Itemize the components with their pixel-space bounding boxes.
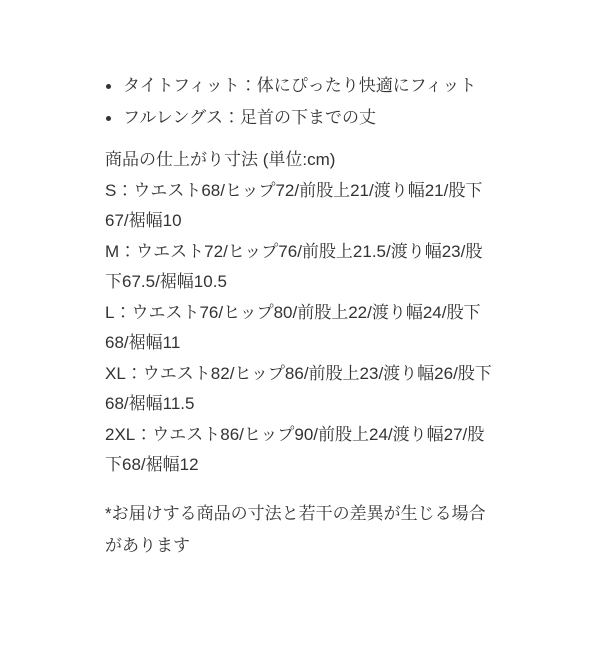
size-row-2xl-line-1: 2XL：ウエスト86/ヒップ90/前股上24/渡り幅27/股 bbox=[105, 424, 485, 444]
size-row-xl bbox=[105, 359, 500, 420]
feature-bullet-list bbox=[105, 70, 500, 134]
bullet-icon bbox=[106, 84, 111, 89]
size-row-m-line-2: 下67.5/裾幅10.5 bbox=[105, 272, 227, 291]
size-row-xl-line-2: 68/裾幅11.5 bbox=[105, 394, 195, 413]
size-spec-block bbox=[105, 145, 500, 481]
size-row-m-line-1: M：ウエスト72/ヒップ76/前股上21.5/渡り幅23/股 bbox=[105, 241, 483, 261]
feature-item-label: タイトフィット：体にぴったり快適にフィット bbox=[123, 76, 477, 95]
size-row-m bbox=[105, 237, 500, 298]
footnote-line-2: があります bbox=[105, 535, 190, 555]
size-row-l-line-1: L：ウエスト76/ヒップ80/前股上22/渡り幅24/股下 bbox=[105, 302, 481, 322]
size-row-s-line-2: 67/裾幅10 bbox=[105, 211, 182, 230]
size-row-s-line-1: S：ウエスト68/ヒップ72/前股上21/渡り幅21/股下 bbox=[105, 180, 483, 200]
size-row-xl-line-1: XL：ウエスト82/ヒップ86/前股上23/渡り幅26/股下 bbox=[105, 363, 492, 383]
size-row-l bbox=[105, 298, 500, 359]
size-row-2xl-line-2: 下68/裾幅12 bbox=[105, 455, 199, 474]
feature-item-fit bbox=[105, 70, 500, 102]
size-row-2xl bbox=[105, 420, 500, 481]
bullet-icon bbox=[106, 116, 111, 121]
size-row-l-line-2: 68/裾幅11 bbox=[105, 333, 181, 352]
feature-item-label: フルレングス：足首の下までの丈 bbox=[123, 108, 376, 127]
footnote-line-1: *お届けする商品の寸法と若干の差異が生じる場合 bbox=[105, 503, 486, 523]
size-spec-heading: 商品の仕上がり寸法 (単位:cm) bbox=[105, 150, 336, 169]
size-row-s bbox=[105, 176, 500, 237]
feature-item-length bbox=[105, 102, 500, 134]
product-description-section bbox=[0, 70, 600, 562]
size-disclaimer-footnote bbox=[105, 498, 500, 562]
